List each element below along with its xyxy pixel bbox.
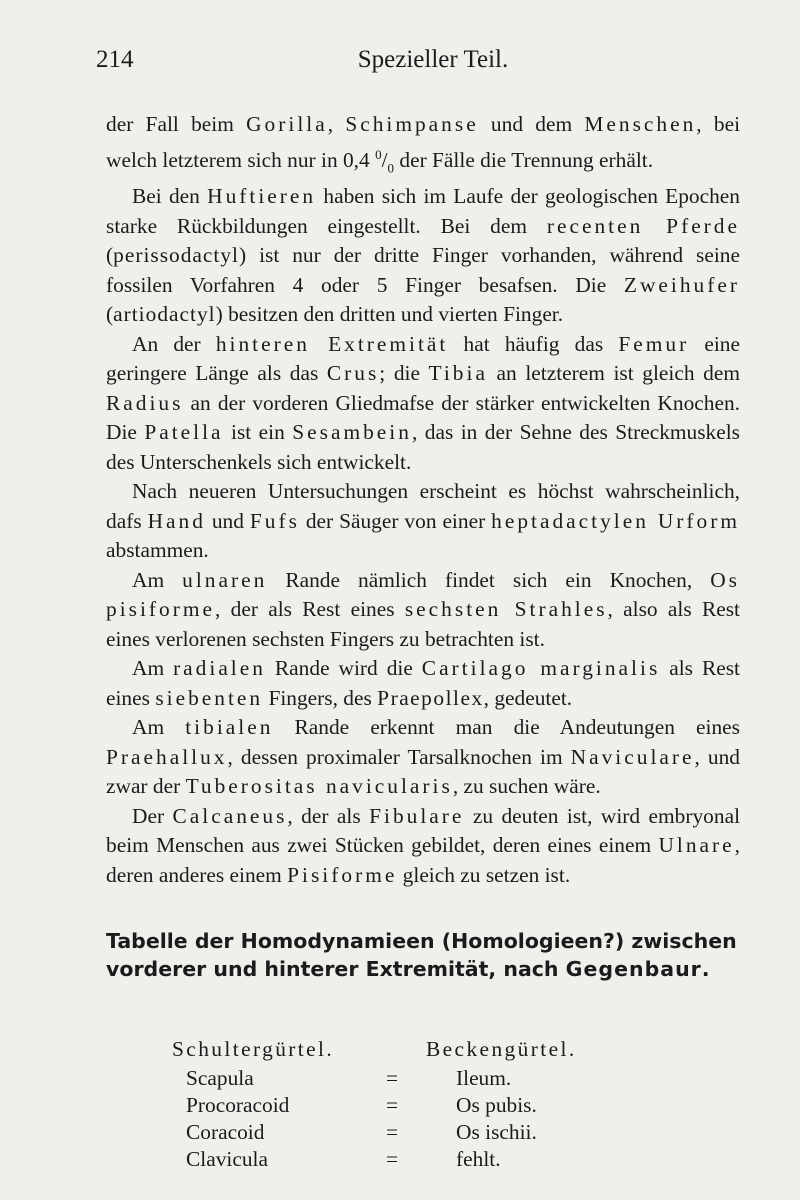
body-text <box>106 110 740 890</box>
homology-table <box>172 1036 666 1173</box>
paragraph-8: Der Calcaneus, der als Fibulare zu deuten ist, wird embryonal beim Menschen aus zwei Stücken gebildet, deren eines einem Ulnare, deren anderes einem Pisiforme gleich zu setzen ist. <box>106 803 741 887</box>
table-title: Tabelle der Homodynamieen (Homologieen?) zwischen vorderer und hinterer Extremität, nach Gegenbaur. <box>106 929 737 981</box>
paragraph-1: der Fall beim Gorilla, Schimpanse und dem Menschen, bei welch letzterem sich nur in 0,4 $^0/_0$ der Fälle die Trennung erhält. <box>106 112 741 175</box>
table-row: Coracoid = Os ischii. <box>186 1120 537 1144</box>
running-title: Spezieller Teil. <box>357 46 509 73</box>
paragraph-7: Am tibialen Rande erkennt man die Andeutungen eines Praehallux, dessen proximaler Tarsalknochen im Naviculare, und zwar der Tuberositas navicularis, zu suchen wäre. <box>106 715 741 799</box>
paragraph-4: Nach neueren Untersuchungen erscheint es höchst wahrscheinlich, dafs Hand und Fufs der Säuger von einer heptadactylen Urform abstammen. <box>106 479 740 563</box>
page-header <box>96 46 740 86</box>
table-row: Scapula = Ileum. <box>186 1066 512 1090</box>
table-row: Procoracoid = Os pubis. <box>186 1093 537 1117</box>
paragraph-2: Bei den Huftieren haben sich im Laufe der geologischen Epochen starke Rückbildungen eingestellt. Bei dem recenten Pferde (perissodactyl) ist nur der dritte Finger vorhanden, während seine fossilen Vorfahren 4 oder 5 Finger besafsen. Die Zweihufer (artiodactyl) besitzen den dritten und vierten Finger. <box>106 184 740 327</box>
table-row: Clavicula = fehlt. <box>186 1147 501 1171</box>
paragraph-6: Am radialen Rande wird die Cartilago marginalis als Rest eines siebenten Fingers, des Praepollex, gedeutet. <box>106 656 740 710</box>
table-header-row <box>172 1036 666 1063</box>
paragraph-3: An der hinteren Extremität hat häufig das Femur eine geringere Länge als das Crus; die Tibia an letzterem ist gleich dem Radius an der vorderen Gliedmafse der stärker entwickelten Knochen. Die Patella ist ein Sesambein, das in der Sehne des Streckmuskels des Unterschenkels sich entwickelt. <box>106 331 741 474</box>
page-number: 214 <box>96 46 134 73</box>
header-pelvic-girdle: Beckengürtel. <box>426 1037 577 1061</box>
header-shoulder-girdle: Schultergürtel. <box>172 1037 335 1061</box>
paragraph-5: Am ulnaren Rande nämlich findet sich ein Knochen, Os pisiforme, der als Rest eines sechsten Strahles, also als Rest eines verlorenen sechsten Fingers zu betrachten ist. <box>106 567 741 651</box>
